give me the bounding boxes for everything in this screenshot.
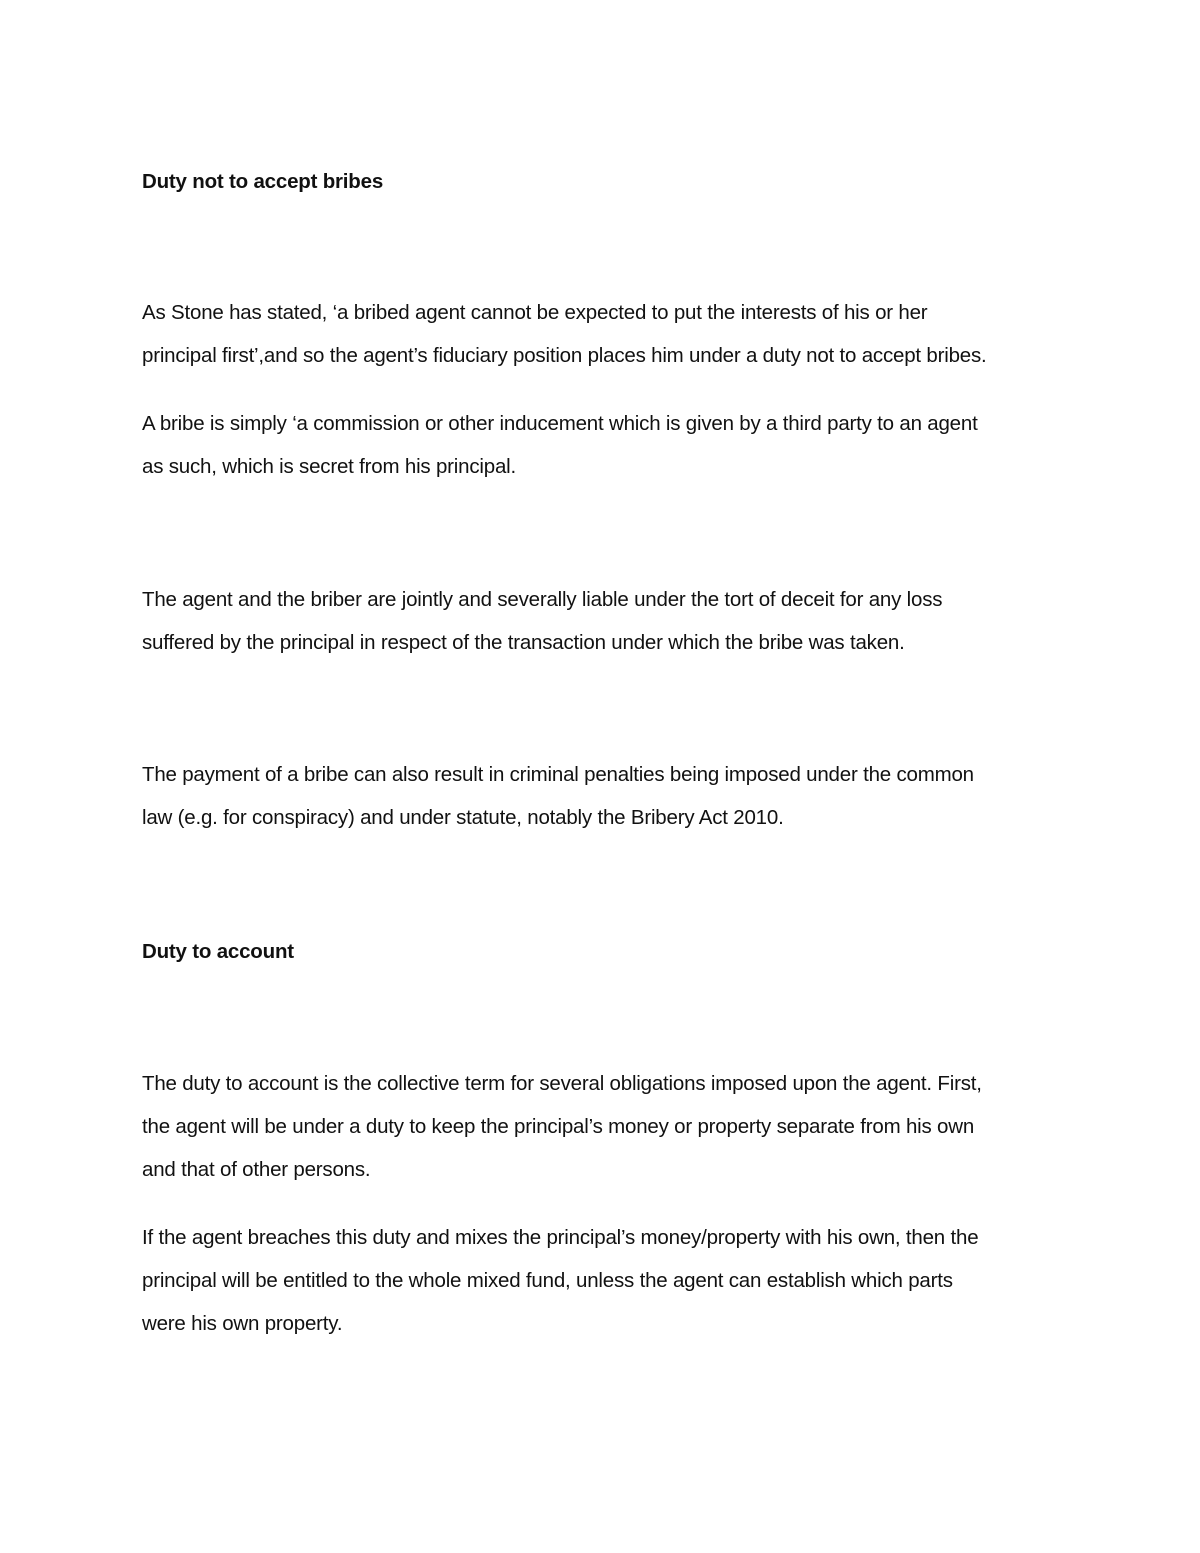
- paragraph-stone-quote: [142, 291, 1072, 377]
- paragraph-line: principal first’,and so the agent’s fiduciary position places him under a duty not to accept bribes.: [142, 344, 987, 367]
- section-heading-bribes: Duty not to accept bribes: [142, 170, 384, 193]
- paragraph-line: suffered by the principal in respect of the transaction under which the bribe was taken.: [142, 631, 905, 654]
- section-heading-account: Duty to account: [142, 940, 294, 963]
- paragraph-line: law (e.g. for conspiracy) and under statute, notably the Bribery Act 2010.: [142, 806, 784, 829]
- paragraph-joint-liability: [142, 578, 1072, 664]
- paragraph-line: A bribe is simply ‘a commission or other inducement which is given by a third party to an agent: [142, 412, 978, 435]
- paragraph-line: as such, which is secret from his principal.: [142, 455, 517, 478]
- paragraph-line: The agent and the briber are jointly and severally liable under the tort of deceit for any loss: [142, 588, 943, 611]
- paragraph-line: principal will be entitled to the whole mixed fund, unless the agent can establish which parts: [142, 1269, 953, 1292]
- paragraph-line: If the agent breaches this duty and mixes the principal’s money/property with his own, then the: [142, 1226, 979, 1249]
- paragraph-line: were his own property.: [142, 1312, 343, 1335]
- paragraph-line: and that of other persons.: [142, 1158, 371, 1181]
- paragraph-line: As Stone has stated, ‘a bribed agent cannot be expected to put the interests of his or her: [142, 301, 928, 324]
- paragraph-bribe-definition: [142, 402, 1072, 488]
- paragraph-line: The duty to account is the collective term for several obligations imposed upon the agent. First,: [142, 1072, 982, 1095]
- paragraph-line: The payment of a bribe can also result in criminal penalties being imposed under the common: [142, 763, 974, 786]
- paragraph-line: the agent will be under a duty to keep the principal’s money or property separate from his own: [142, 1115, 975, 1138]
- paragraph-duty-to-account: [142, 1062, 1072, 1191]
- paragraph-criminal-penalties: [142, 753, 1072, 839]
- paragraph-mixed-fund: [142, 1216, 1072, 1345]
